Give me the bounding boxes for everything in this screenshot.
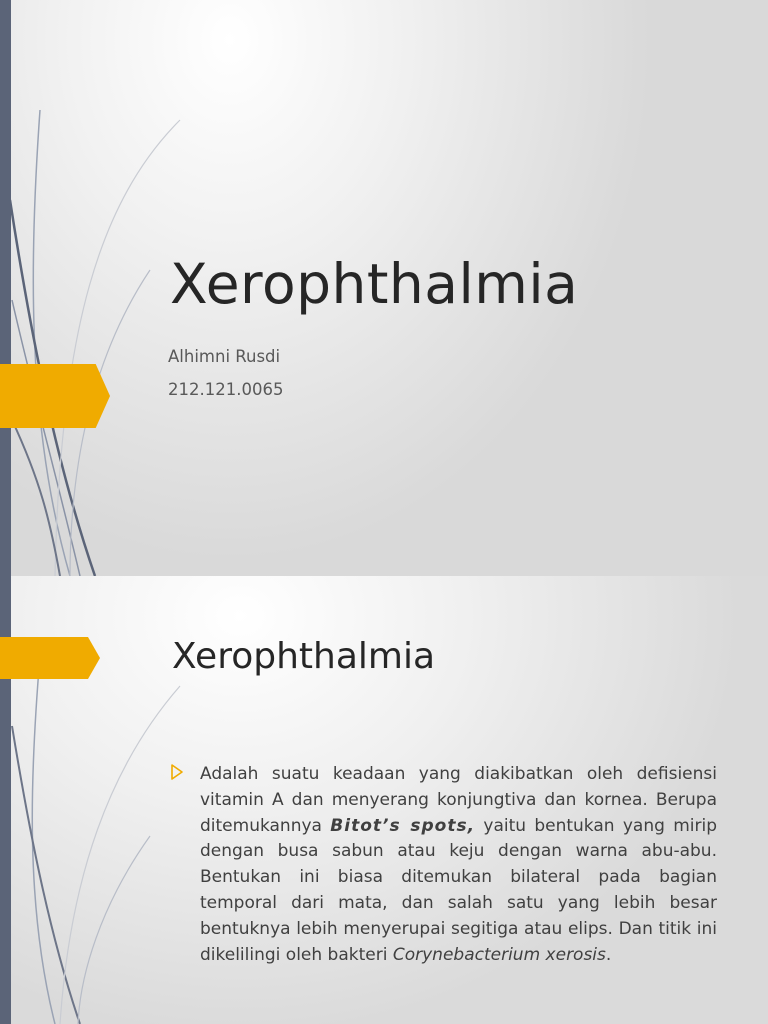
accent-tab [0,637,100,679]
student-id: 212.121.0065 [168,380,284,399]
arrow-bullet-icon [169,763,187,781]
bullet-item [172,762,717,968]
accent-tab [0,364,110,428]
author-name: Alhimni Rusdi [168,347,281,366]
bitots-spots-term: Bitot’s spots, [330,815,476,836]
bacteria-name: Corynebacterium xerosis [392,944,606,965]
bullet-text-part: yaitu bentukan yang mirip dengan busa sabun atau keju dengan warna abu-abu. Bentukan ini biasa ditemukan bilateral pada bagian temporal dari mata, dan salah satu yang lebih besar bentuknya lebih menyerupai segitiga atau elips. Dan titik ini dikelilingi oleh bakteri [200,815,717,965]
slide-title: Xerophthalmia [170,252,579,316]
content-slide[interactable] [0,576,768,1024]
bullet-text-part: . [605,944,612,965]
bullet-text-part: Adalah suatu keadaan yang diakibatkan oleh defisiensi vitamin A dan menyerang konjungtiva dan kornea. Berupa ditemukannya [200,764,717,836]
slide-title: Xerophthalmia [172,636,436,677]
bullet-text [200,762,717,968]
